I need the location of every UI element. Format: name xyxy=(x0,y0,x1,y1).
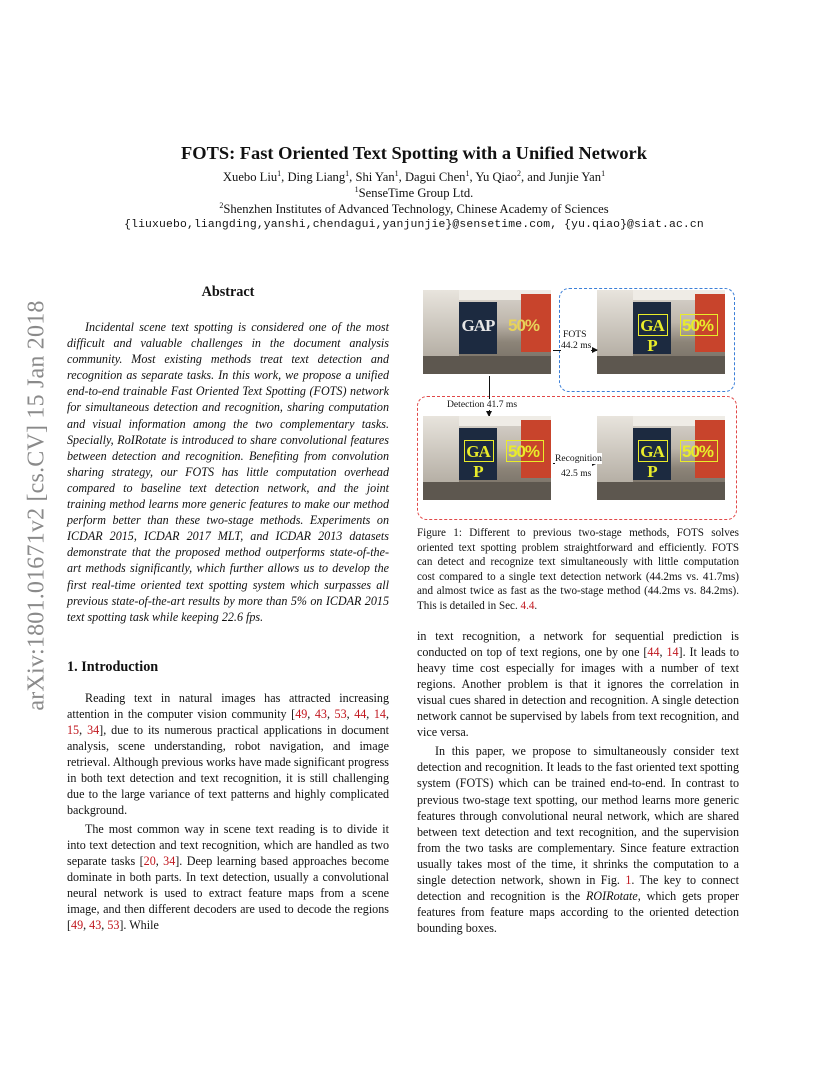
author-emails: {liuxuebo,liangding,yanshi,chendagui,yanjunjie}@sensetime.com, {yu.qiao}@siat.ac.cn xyxy=(124,219,704,231)
affiliation-2: $^2$Shenzhen Institutes of Advanced Technology, Chinese Academy of Sciences xyxy=(219,200,609,216)
detection-box xyxy=(638,440,668,462)
abstract-text: Incidental scene text spotting is considered one of the most difficult and valuable challenges in the document analysis community. Most existing methods treat text detection and recognition as separate tasks. In this work, we propose a unified end-to-end trainable Fast Oriented Text Spotting (FOTS) network for simultaneous detection and recognition, sharing computation and visual information among the two complementary tasks. Specially, RoIRotate is introduced to share convolutional features between detection and recognition. Benefiting from convolution sharing strategy, our FOTS has little computation overhead compared to baseline text detection network, and the joint training method learns more generic features to make our method perform better than these two-stage methods. Experiments on ICDAR 2015, ICDAR 2017 MLT, and ICDAR 2013 datasets demonstrate that the proposed method outperforms state-of-the-art methods significantly, which further allows us to develop the first real-time oriented text spotting system which surpasses all previous state-of-the-art results by more than 5% on ICDAR 2015 text spotting task while keeping 22.6 fps. xyxy=(67,320,389,624)
fots-label: FOTS xyxy=(563,329,587,340)
intro-paragraph-1: Reading text in natural images has attracted increasing attention in the computer vision community [49, 43, 53, 44, 14, 15, 34], due to its numerous practical applications in document analysis, scene understanding, robot navigation, and image retrieval. Although previous works have made significant progress in both text detection and text recognition, it is still challenging due to the large variance of text patterns and highly complicated background. xyxy=(67,690,390,818)
citation-link[interactable]: 43 xyxy=(89,918,102,933)
right-paragraph-2: In this paper, we propose to simultaneously consider text detection and recognition. It leads to the fast oriented text spotting system (FOTS) which can be trained end-to-end. In contrast to previous two-stage text spotting, our method learns more generic features through convolutional neural network, which are shared between text detection and text recognition, and the supervision from the two tasks are complementary. Since feature extraction usually takes most of the time, it shrinks the computation to a single detection network, shown in Fig. 1. The key to connect detection and recognition is the ROIRotate, which gets proper features from feature maps according to the oriented detection bounding boxes. xyxy=(417,744,739,936)
detection-label: Detection 41.7 ms xyxy=(447,399,518,410)
figure-link[interactable]: 1 xyxy=(625,872,632,887)
fots-result-photo xyxy=(597,290,725,374)
detection-box xyxy=(638,314,668,336)
detection-box xyxy=(680,440,718,462)
author: Dagui Chen$^1$, xyxy=(404,168,476,184)
citation-link[interactable]: 15 xyxy=(67,722,80,737)
citation-link[interactable]: 20 xyxy=(143,853,156,868)
author: Shi Yan$^1$, xyxy=(355,168,405,184)
author-list xyxy=(0,169,828,185)
citation-link[interactable]: 53 xyxy=(107,918,120,933)
citation-link[interactable]: 44 xyxy=(647,644,660,659)
sale-sign-text: 50% xyxy=(508,316,540,335)
gap-sign-text: GAP xyxy=(461,316,495,335)
left-column xyxy=(67,282,389,933)
figure-1-caption: Figure 1: Different to previous two-stage methods, FOTS solves oriented text spotting problem straightforward and efficiently. FOTS can detect and recognize text simultaneously with little computation cost compared to a single text detection network (44.2ms vs. 41.7ms) and almost twice as fast as the two-stage method (44.2ms vs. 84.2ms). This is detailed in Sec. 4.4. xyxy=(417,527,739,612)
intro-paragraph-2: The most common way in scene text reading is to divide it into text detection and text recognition, which are handled as two separate tasks [20, 34]. Deep learning based approaches become dominate in both parts. In text detection, usually a convolutional neural network is used to extract feature maps from a scene image, and then different decoders are used to decode the regions [49, 43, 53]. While xyxy=(67,821,390,933)
recognition-result-photo xyxy=(597,416,725,500)
detection-box xyxy=(464,440,494,462)
recognition-label: Recognition xyxy=(555,453,602,464)
citation-link[interactable]: 43 xyxy=(314,706,327,721)
input-photo xyxy=(423,290,551,374)
gap-sign-text: GA P xyxy=(640,316,664,355)
author: Yu Qiao$^2$, and xyxy=(475,168,549,184)
detection-arrow xyxy=(489,376,490,416)
paper-title: FOTS: Fast Oriented Text Spotting with a Unified Network xyxy=(181,143,647,163)
fots-time: 44.2 ms xyxy=(561,340,592,351)
author: Junjie Yan$^1$ xyxy=(548,168,606,184)
citation-link[interactable]: 34 xyxy=(163,853,176,868)
detection-box xyxy=(680,314,718,336)
citation-link[interactable]: 49 xyxy=(71,918,84,933)
citation-link[interactable]: 34 xyxy=(87,722,100,737)
arxiv-identifier: arXiv:1801.01671v2 [cs.CV] 15 Jan 2018 xyxy=(23,299,50,711)
sale-sign-text: 50% xyxy=(682,442,714,461)
gap-sign-text: GA P xyxy=(466,442,490,481)
paper-header xyxy=(0,142,828,233)
citation-link[interactable]: 14 xyxy=(666,644,679,659)
affiliation-1: $^1$SenseTime Group Ltd. xyxy=(354,184,474,200)
arxiv-stamp xyxy=(22,290,52,720)
author: Ding Liang$^1$, xyxy=(287,168,356,184)
author: Xuebo Liu$^1$, xyxy=(222,168,288,184)
roirotate-term: ROIRotate xyxy=(586,889,638,904)
introduction-heading: 1. Introduction xyxy=(67,658,159,675)
detection-box xyxy=(506,440,544,462)
figure-1 xyxy=(417,288,739,520)
gap-sign-text: GA P xyxy=(640,442,664,481)
citation-link[interactable]: 49 xyxy=(295,706,308,721)
sale-sign-text: 50% xyxy=(508,442,540,461)
right-paragraph-1: in text recognition, a network for sequential prediction is conducted on top of text regions, one by one [44, 14]. It leads to heavy time cost especially for images with a number of text regions. Another problem is that it ignores the correlation in visual cues shared in detection and recognition. A single detection network cannot be supervised by labels from text recognition, and vice versa. xyxy=(417,628,740,740)
section-link[interactable]: 4.4 xyxy=(520,599,535,612)
citation-link[interactable]: 53 xyxy=(334,706,347,721)
citation-link[interactable]: 44 xyxy=(354,706,367,721)
recognition-time: 42.5 ms xyxy=(561,468,592,479)
detection-result-photo xyxy=(423,416,551,500)
right-column xyxy=(417,288,739,936)
sale-sign-text: 50% xyxy=(682,316,714,335)
abstract-heading: Abstract xyxy=(201,284,255,300)
citation-link[interactable]: 14 xyxy=(373,706,386,721)
